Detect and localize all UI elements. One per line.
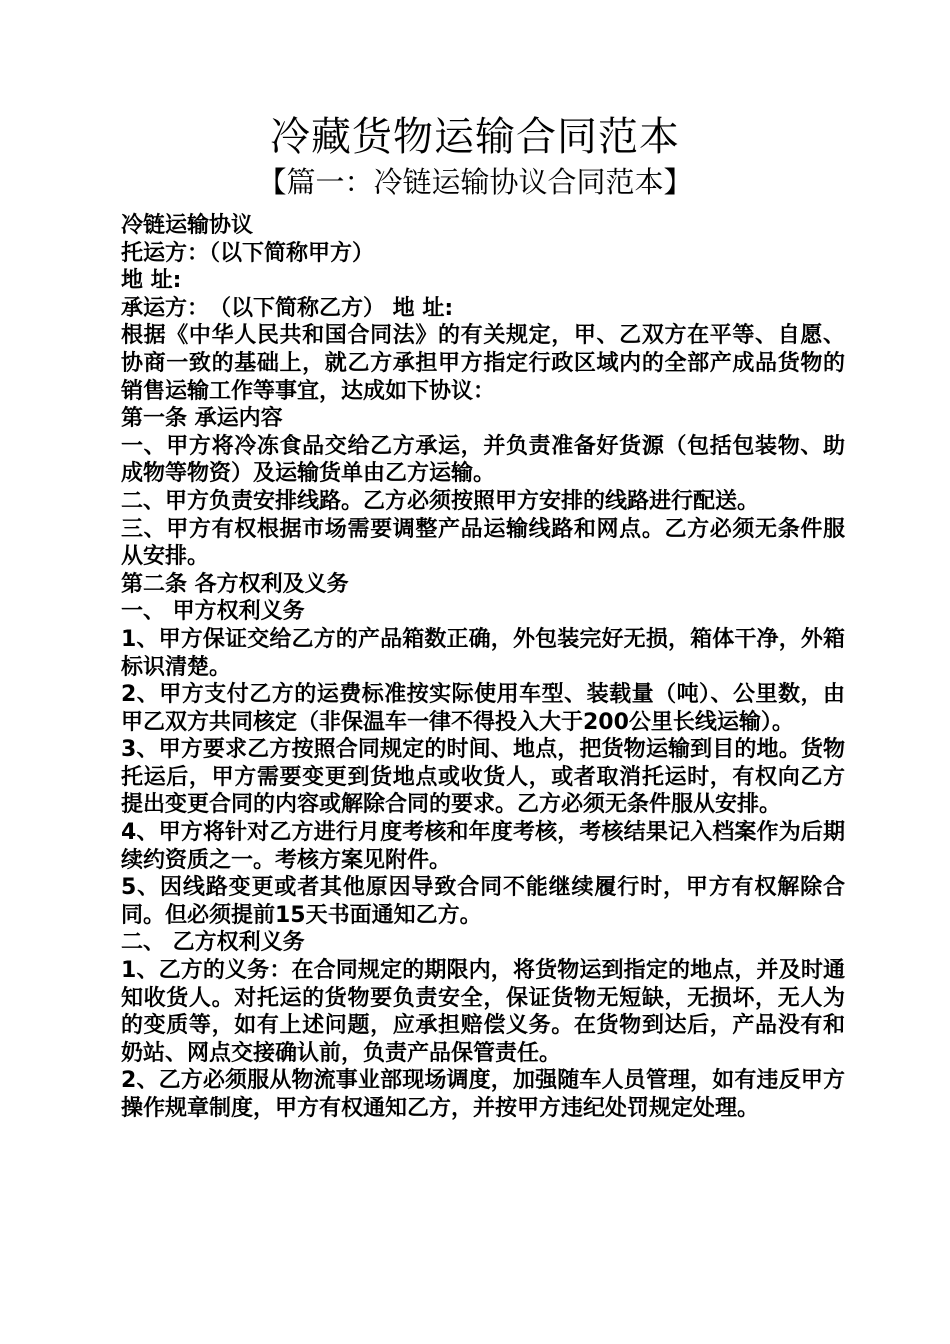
party-a-item-4: 4、甲方将针对乙方进行月度考核和年度考核，考核结果记入档案作为后期续约资质之一。考核方案见附件。 <box>121 820 845 873</box>
article-1-item-2: 二、甲方负责安排线路。乙方必须按照甲方安排的线路进行配送。 <box>121 488 760 514</box>
article-2-heading: 第二条 各方权利及义务 <box>121 571 349 597</box>
shipper-line: 托运方：（以下简称甲方） <box>121 240 375 266</box>
document-title: 冷藏货物运输合同范本 <box>270 114 680 160</box>
section-heading: 冷链运输协议 <box>121 213 254 238</box>
party-b-item-1: 1、乙方的义务：在合同规定的期限内，将货物运到指定的地点，并及时通知收货人。对托运的货物要负责安全，保证货物无短缺，无损坏，无人为的变质等，如有上述问题，应承担赔偿义务。在货物到达后，产品没有和奶站、网点交接确认前，负责产品保管责任。 <box>121 958 845 1066</box>
party-a-item-5: 5、因线路变更或者其他原因导致合同不能继续履行时，甲方有权解除合同。但必须提前15天书面通知乙方。 <box>121 875 845 928</box>
party-a-item-3: 3、甲方要求乙方按照合同规定的时间、地点，把货物运输到目的地。货物托运后，甲方需要变更到货地点或收货人，或者取消托运时，有权向乙方提出变更合同的内容或解除合同的要求。乙方必须无条件服从安排。 <box>121 737 845 818</box>
article-1-heading: 第一条 承运内容 <box>121 406 283 432</box>
document-subtitle: 【篇一：冷链运输协议合同范本】 <box>257 165 693 199</box>
article-1-item-1: 一、甲方将冷冻食品交给乙方承运，并负责准备好货源（包括包装物、助成物等物资）及运输货单由乙方运输。 <box>121 433 845 487</box>
article-1-item-3: 三、甲方有权根据市场需要调整产品运输线路和网点。乙方必须无条件服从安排。 <box>121 516 845 570</box>
party-a-item-2: 2、甲方支付乙方的运费标准按实际使用车型、装载量（吨）、公里数，由甲乙双方共同核定（非保温车一律不得投入大于200公里长线运输）。 <box>121 682 845 735</box>
carrier-line: 承运方： （以下简称乙方） 地 址: <box>121 295 454 321</box>
party-a-heading: 一、 甲方权利义务 <box>121 599 305 625</box>
party-b-heading: 二、 乙方权利义务 <box>121 930 305 956</box>
party-b-item-2: 2、乙方必须服从物流事业部现场调度，加强随车人员管理，如有违反甲方操作规章制度，甲方有权通知乙方，并按甲方违纪处罚规定处理。 <box>121 1068 845 1121</box>
party-a-item-1: 1、甲方保证交给乙方的产品箱数正确，外包装完好无损，箱体干净，外箱标识清楚。 <box>121 626 845 680</box>
shipper-address-line: 地 址: <box>121 268 182 294</box>
document-body <box>115 212 845 1123</box>
preamble-paragraph: 根据《中华人民共和国合同法》的有关规定，甲、乙双方在平等、自愿、协商一致的基础上，就乙方承担甲方指定行政区域内的全部产成品货物的销售运输工作等事宜，达成如下协议： <box>121 323 845 404</box>
